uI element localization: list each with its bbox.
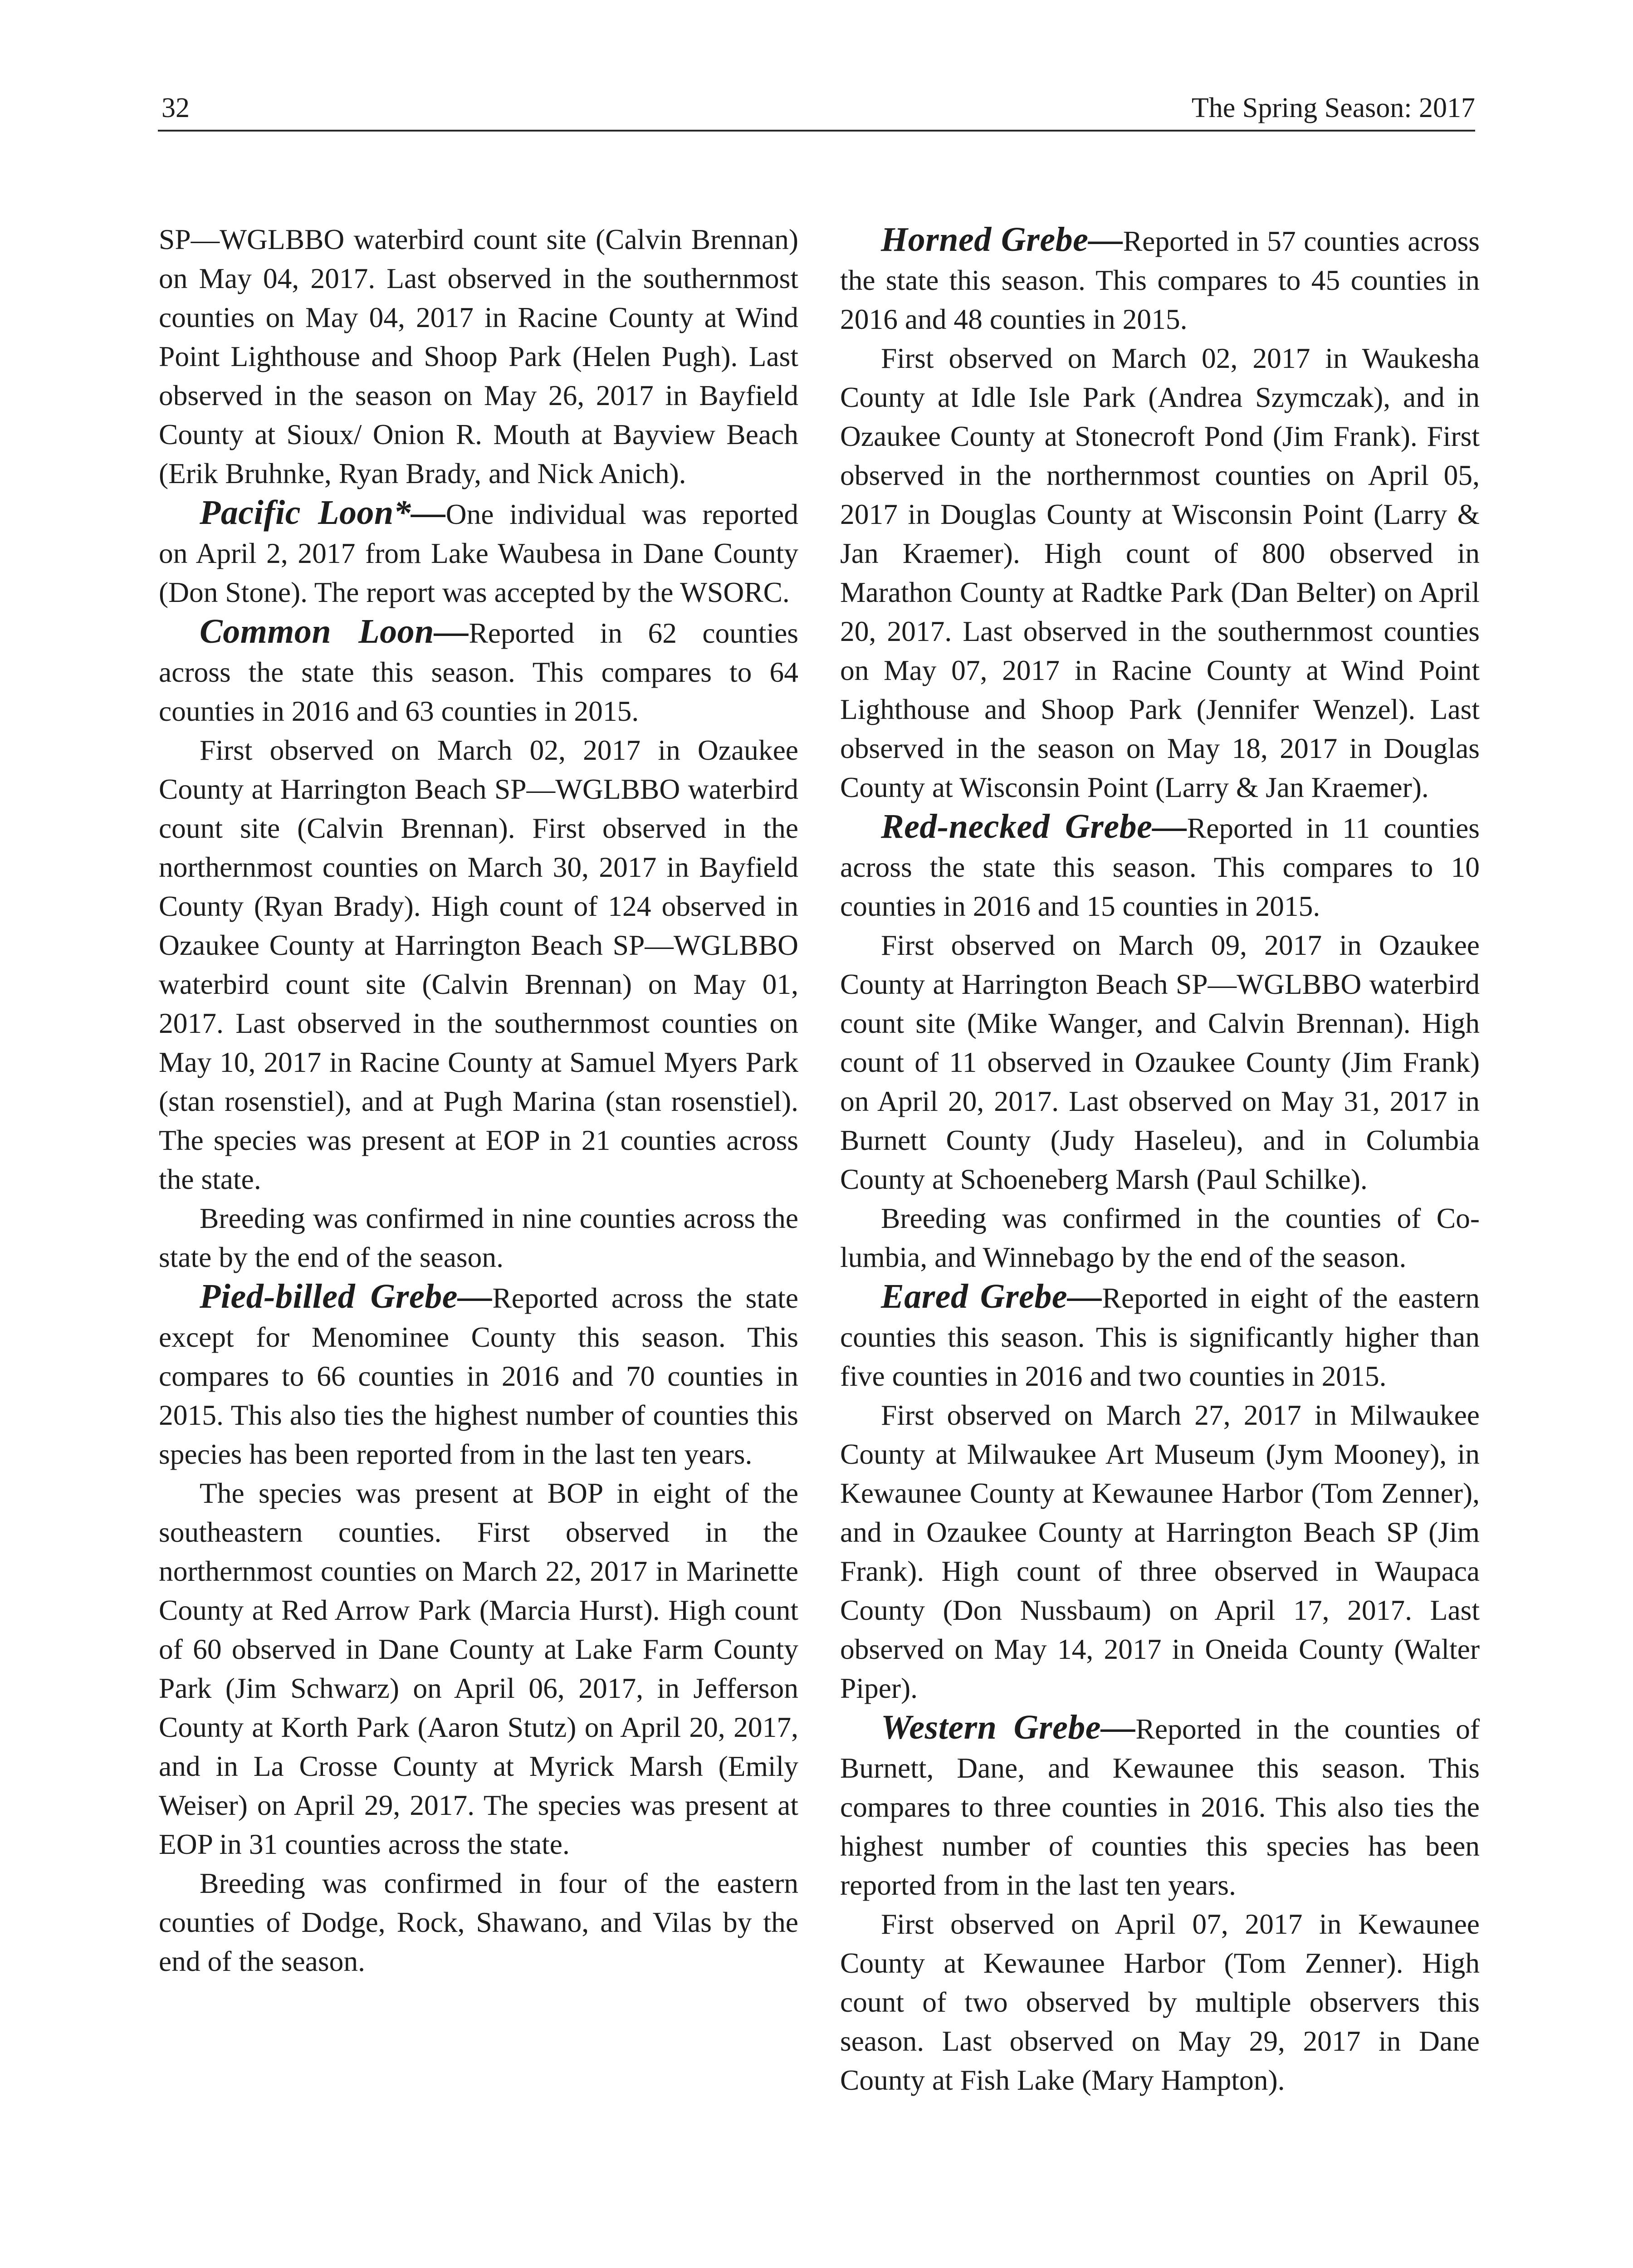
species-text: One individual was reported on April 2, 2017 from Lake Waubesa in Dane County (Don Stone). The report was accepted by the WSORC. — [159, 498, 798, 608]
species-name: Common Loon — [200, 612, 434, 650]
species-text: Reported in 11 counties across the state this season. This compares to 10 counties in 2016 and 15 counties in 2015. — [840, 812, 1480, 922]
continued-paragraph: SP—WGLBBO waterbird count site (Calvin Brennan) on May 04, 2017. Last observed in the southernmost counties on May 04, 2017 in Racine County at Wind Point Lighthouse and Shoop Park (Helen Pugh). Last observed in the season on May 26, 2017 in Bayfield County at Sioux/ Onion R. Mouth at Bayview Beach (Erik Bruhnke, Ryan Brady, and Nick Anich). — [159, 223, 798, 489]
running-title: The Spring Season: 2017 — [1191, 93, 1475, 123]
species-dash: — — [1067, 1277, 1102, 1315]
species-name: Red-necked Grebe — [881, 807, 1153, 846]
paragraph: Breeding was confirmed in the counties of Columbia, and Winnebago by the end of the season. — [840, 1202, 1480, 1273]
paragraph: Breeding was confirmed in four of the eastern counties of Dodge, Rock, Shawano, and Vilas by the end of the season. — [159, 1867, 798, 1977]
species-text: Reported in the counties of Burnett, Dane, and Kewaunee this season. This compares to three counties in 2016. This also ties the highest number of counties this species has been reported from in the last ten years. — [840, 1713, 1480, 1901]
species-entry-eared-grebe — [840, 1277, 1480, 1396]
species-text: Reported in eight of the eastern counties this season. This is significantly higher than five counties in 2016 and two counties in 2015. — [840, 1282, 1480, 1392]
species-dash: — — [1088, 220, 1123, 259]
species-entry-pacific-loon — [159, 493, 798, 612]
species-entry-common-loon — [159, 612, 798, 731]
paragraph: The species was present at BOP in eight of the southeastern counties. First observed in the northernmost counties on March 22, 2017 in Marinette County at Red Arrow Park (Marcia Hurst). High count of 60 observed in Dane County at Lake Farm County Park (Jim Schwarz) on April 06, 2017, in Jefferson County at Korth Park (Aaron Stutz) on April 20, 2017, and in La Crosse County at Myrick Marsh (Emily Weiser) on April 29, 2017. The species was present at EOP in 31 counties across the state. — [159, 1477, 798, 1860]
species-name: Western Grebe — [881, 1708, 1101, 1746]
paragraph: First observed on March 09, 2017 in Ozaukee County at Harrington Beach SP—WGLBBO waterbird count site (Mike Wanger, and Calvin Brennan). High count of 11 observed in Ozaukee County (Jim Frank) on April 20, 2017. Last observed on May 31, 2017 in Burnett County (Judy Haseleu), and in Columbia County at Schoeneberg Marsh (Paul Schilke). — [840, 929, 1480, 1195]
paragraph: Breeding was confirmed in nine counties across the state by the end of the season. — [159, 1202, 798, 1273]
species-dash: — — [1101, 1708, 1136, 1746]
species-entry-western-grebe — [840, 1708, 1480, 1905]
species-name: Pacific Loon* — [200, 494, 411, 532]
page-number: 32 — [161, 93, 190, 123]
species-text: Reported in 57 counties across the state this season. This compares to 45 counties in 2016 and 48 counties in 2015. — [840, 225, 1480, 335]
species-entry-pied-billed-grebe — [159, 1277, 798, 1474]
paragraph: First observed on March 27, 2017 in Milwaukee County at Milwaukee Art Museum (Jym Mooney), in Kewaunee County at Kewaunee Harbor (Tom Zenner), and in Ozaukee County at Harrington Beach SP (Jim Frank). High count of three observed in Waupaca County (Don Nussbaum) on April 17, 2017. Last observed on May 14, 2017 in Oneida County (Walter Piper). — [840, 1399, 1480, 1704]
page-header — [158, 86, 1475, 132]
paragraph: First observed on March 02, 2017 in Waukesha County at Idle Isle Park (Andrea Szymczak), and in Ozaukee County at Stonecroft Pond (Jim Frank). First observed in the northernmost counties on April 05, 2017 in Douglas County at Wisconsin Point (Larry & Jan Kraemer). High count of 800 observed in Marathon County at Radtke Park (Dan Belter) on April 20, 2017. Last observed in the southernmost counties on May 07, 2017 in Racine County at Wind Point Lighthouse and Shoop Park (Jennifer Wenzel). Last observed in the season on May 18, 2017 in Douglas County at Wisconsin Point (Larry & Jan Kraemer). — [840, 342, 1480, 803]
paragraph: First observed on April 07, 2017 in Kewaunee County at Kewaunee Harbor (Tom Zenner). High count of two observed by multiple observers this season. Last observed on May 29, 2017 in Dane County at Fish Lake (Mary Hampton). — [840, 1908, 1480, 2096]
species-dash: — — [1152, 807, 1187, 846]
species-dash: — — [434, 612, 469, 650]
species-entry-red-necked-grebe — [840, 807, 1480, 926]
species-entry-horned-grebe — [840, 220, 1480, 339]
species-text: Reported across the state except for Menominee County this season. This compares to 66 counties in 2016 and 70 counties in 2015. This also ties the highest number of counties this species has been reported from in the last ten years. — [159, 1282, 798, 1470]
species-name: Horned Grebe — [881, 220, 1089, 259]
species-dash: — — [411, 494, 446, 532]
species-dash: — — [457, 1277, 493, 1315]
species-name: Eared Grebe — [881, 1277, 1068, 1315]
species-name: Pied-billed Grebe — [200, 1277, 458, 1315]
right-column — [840, 220, 1480, 2100]
paragraph: First observed on March 02, 2017 in Ozaukee County at Harrington Beach SP—WGLBBO waterbird count site (Calvin Brennan). First observed in the northernmost counties on March 30, 2017 in Bayfield County (Ryan Brady). High count of 124 observed in Ozaukee County at Harrington Beach SP—WGLBBO waterbird count site (Calvin Brennan) on May 01, 2017. Last observed in the southernmost counties on May 10, 2017 in Racine County at Samuel Myers Park (stan rosenstiel), and at Pugh Marina (stan rosenstiel). The species was present at EOP in 21 counties across the state. — [159, 734, 798, 1195]
species-text: Reported in 62 counties across the state this season. This compares to 64 counties in 2016 and 63 counties in 2015. — [159, 617, 798, 727]
left-column — [159, 220, 798, 1981]
